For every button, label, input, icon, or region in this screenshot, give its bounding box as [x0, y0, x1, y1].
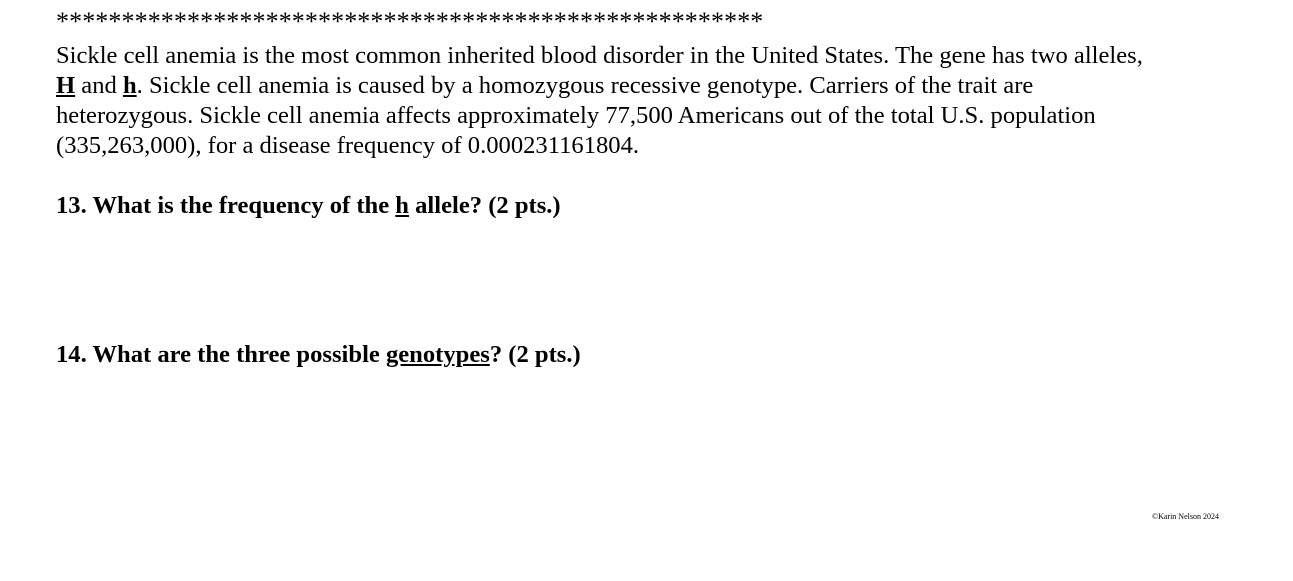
question-14: [56, 340, 581, 370]
intro-line-4: (335,263,000), for a disease frequency of 0.000231161804.: [56, 132, 640, 159]
question-14-suffix: ? (2 pts.): [489, 341, 581, 368]
intro-line-2: [56, 71, 1246, 101]
asterisk-divider: ******************************************************: [56, 7, 764, 36]
intro-line-1: Sickle cell anemia is the most common inherited blood disorder in the United States. The gene has two alleles,: [56, 42, 1143, 69]
allele-recessive-label: h: [122, 72, 137, 99]
intro-line-2-text: . Sickle cell anemia is caused by a homozygous recessive genotype. Carriers of the trait are: [136, 72, 1034, 99]
and-connector: and: [75, 72, 123, 99]
allele-dominant-label: H: [56, 72, 76, 99]
question-14-term: genotypes: [385, 341, 490, 368]
intro-line-3: heterozygous. Sickle cell anemia affects approximately 77,500 Americans out of the total U.S. population: [56, 102, 1096, 129]
question-14-prefix: 14. What are the three possible: [56, 341, 386, 368]
question-13: [56, 191, 561, 221]
question-13-suffix: allele? (2 pts.): [408, 192, 561, 219]
copyright-notice: ©Karin Nelson 2024: [1152, 512, 1219, 521]
question-13-term: h: [395, 192, 409, 219]
question-13-prefix: 13. What is the frequency of the: [56, 192, 396, 219]
intro-paragraph: [56, 41, 1246, 161]
